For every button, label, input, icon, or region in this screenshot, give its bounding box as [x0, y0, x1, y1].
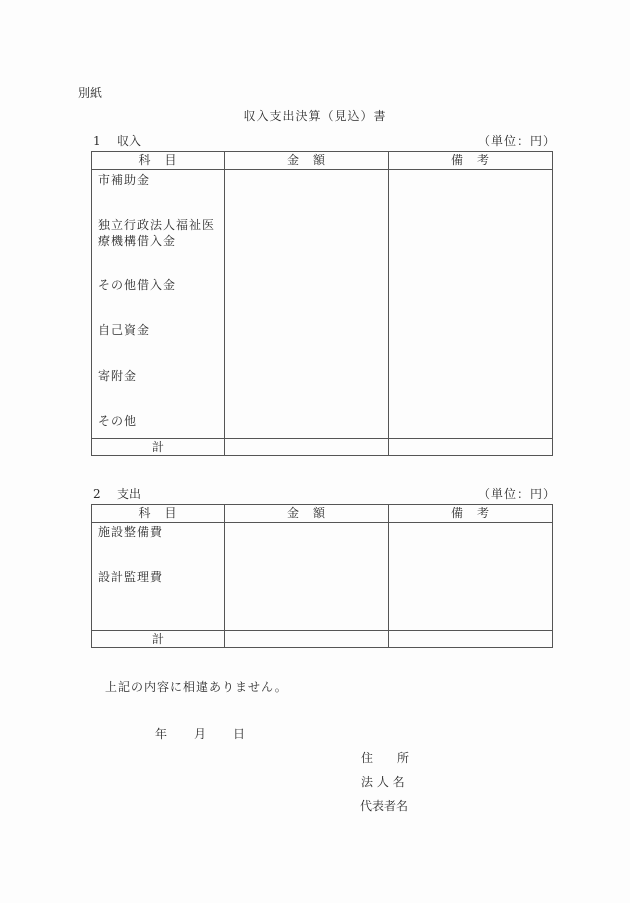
income-total-remarks[interactable] [389, 439, 553, 456]
document-title: 収入支出決算（見込）書 [243, 109, 387, 123]
representative-label: 代表者名 [360, 799, 409, 813]
income-total-row [92, 439, 553, 456]
expenditure-total-remarks[interactable] [389, 631, 553, 648]
income-item-wam-loan-line1: 独立行政法人福祉医 [98, 218, 216, 232]
income-unit-label: （単位：円） [478, 134, 557, 148]
date-day: 日 [233, 727, 246, 741]
income-header-row [92, 152, 553, 170]
date-month: 月 [194, 727, 207, 741]
income-item-city-subsidy: 市補助金 [98, 173, 151, 187]
expenditure-section-title: 支出 [117, 487, 142, 501]
income-header-amount: 金 額 [225, 152, 389, 170]
income-section-title: 収入 [117, 134, 142, 148]
expenditure-remarks-cell[interactable] [389, 523, 553, 631]
expenditure-header-row [92, 505, 553, 523]
expenditure-header-item: 科 目 [92, 505, 225, 523]
income-amount-cell[interactable] [225, 170, 389, 439]
expenditure-total-row [92, 631, 553, 648]
date-year: 年 [155, 727, 168, 741]
income-section-heading [93, 132, 141, 149]
income-total-label: 計 [92, 439, 225, 456]
corporation-name-label: 法 人 名 [361, 775, 405, 789]
income-table [91, 151, 553, 456]
expenditure-section-heading [93, 485, 141, 502]
expenditure-items-row [92, 523, 553, 631]
declaration-statement: 上記の内容に相違ありません。 [105, 680, 288, 694]
expenditure-total-amount[interactable] [225, 631, 389, 648]
income-header-remarks: 備 考 [389, 152, 553, 170]
income-item-own-funds: 自己資金 [98, 323, 151, 337]
expenditure-header-amount: 金 額 [225, 505, 389, 523]
income-remarks-cell[interactable] [389, 170, 553, 439]
expenditure-item-design-supervision: 設計監理費 [98, 570, 164, 584]
expenditure-section-number: 2 [93, 487, 101, 501]
address-label: 住 所 [361, 751, 410, 765]
income-items-cell [92, 170, 225, 439]
income-items-row [92, 170, 553, 439]
income-total-amount[interactable] [225, 439, 389, 456]
attachment-label: 別紙 [78, 86, 103, 100]
expenditure-item-facility: 施設整備費 [98, 525, 164, 539]
income-item-other-loans: その他借入金 [98, 278, 177, 292]
expenditure-header-remarks: 備 考 [389, 505, 553, 523]
income-item-donations: 寄附金 [98, 369, 138, 383]
income-item-wam-loan-line2: 療機構借入金 [98, 234, 177, 248]
expenditure-total-label: 計 [92, 631, 225, 648]
expenditure-table [91, 504, 553, 648]
income-item-other: その他 [98, 414, 138, 428]
expenditure-unit-label: （単位：円） [478, 487, 557, 501]
income-section-number: 1 [93, 134, 101, 148]
expenditure-amount-cell[interactable] [225, 523, 389, 631]
income-header-item: 科 目 [92, 152, 225, 170]
expenditure-items-cell [92, 523, 225, 631]
